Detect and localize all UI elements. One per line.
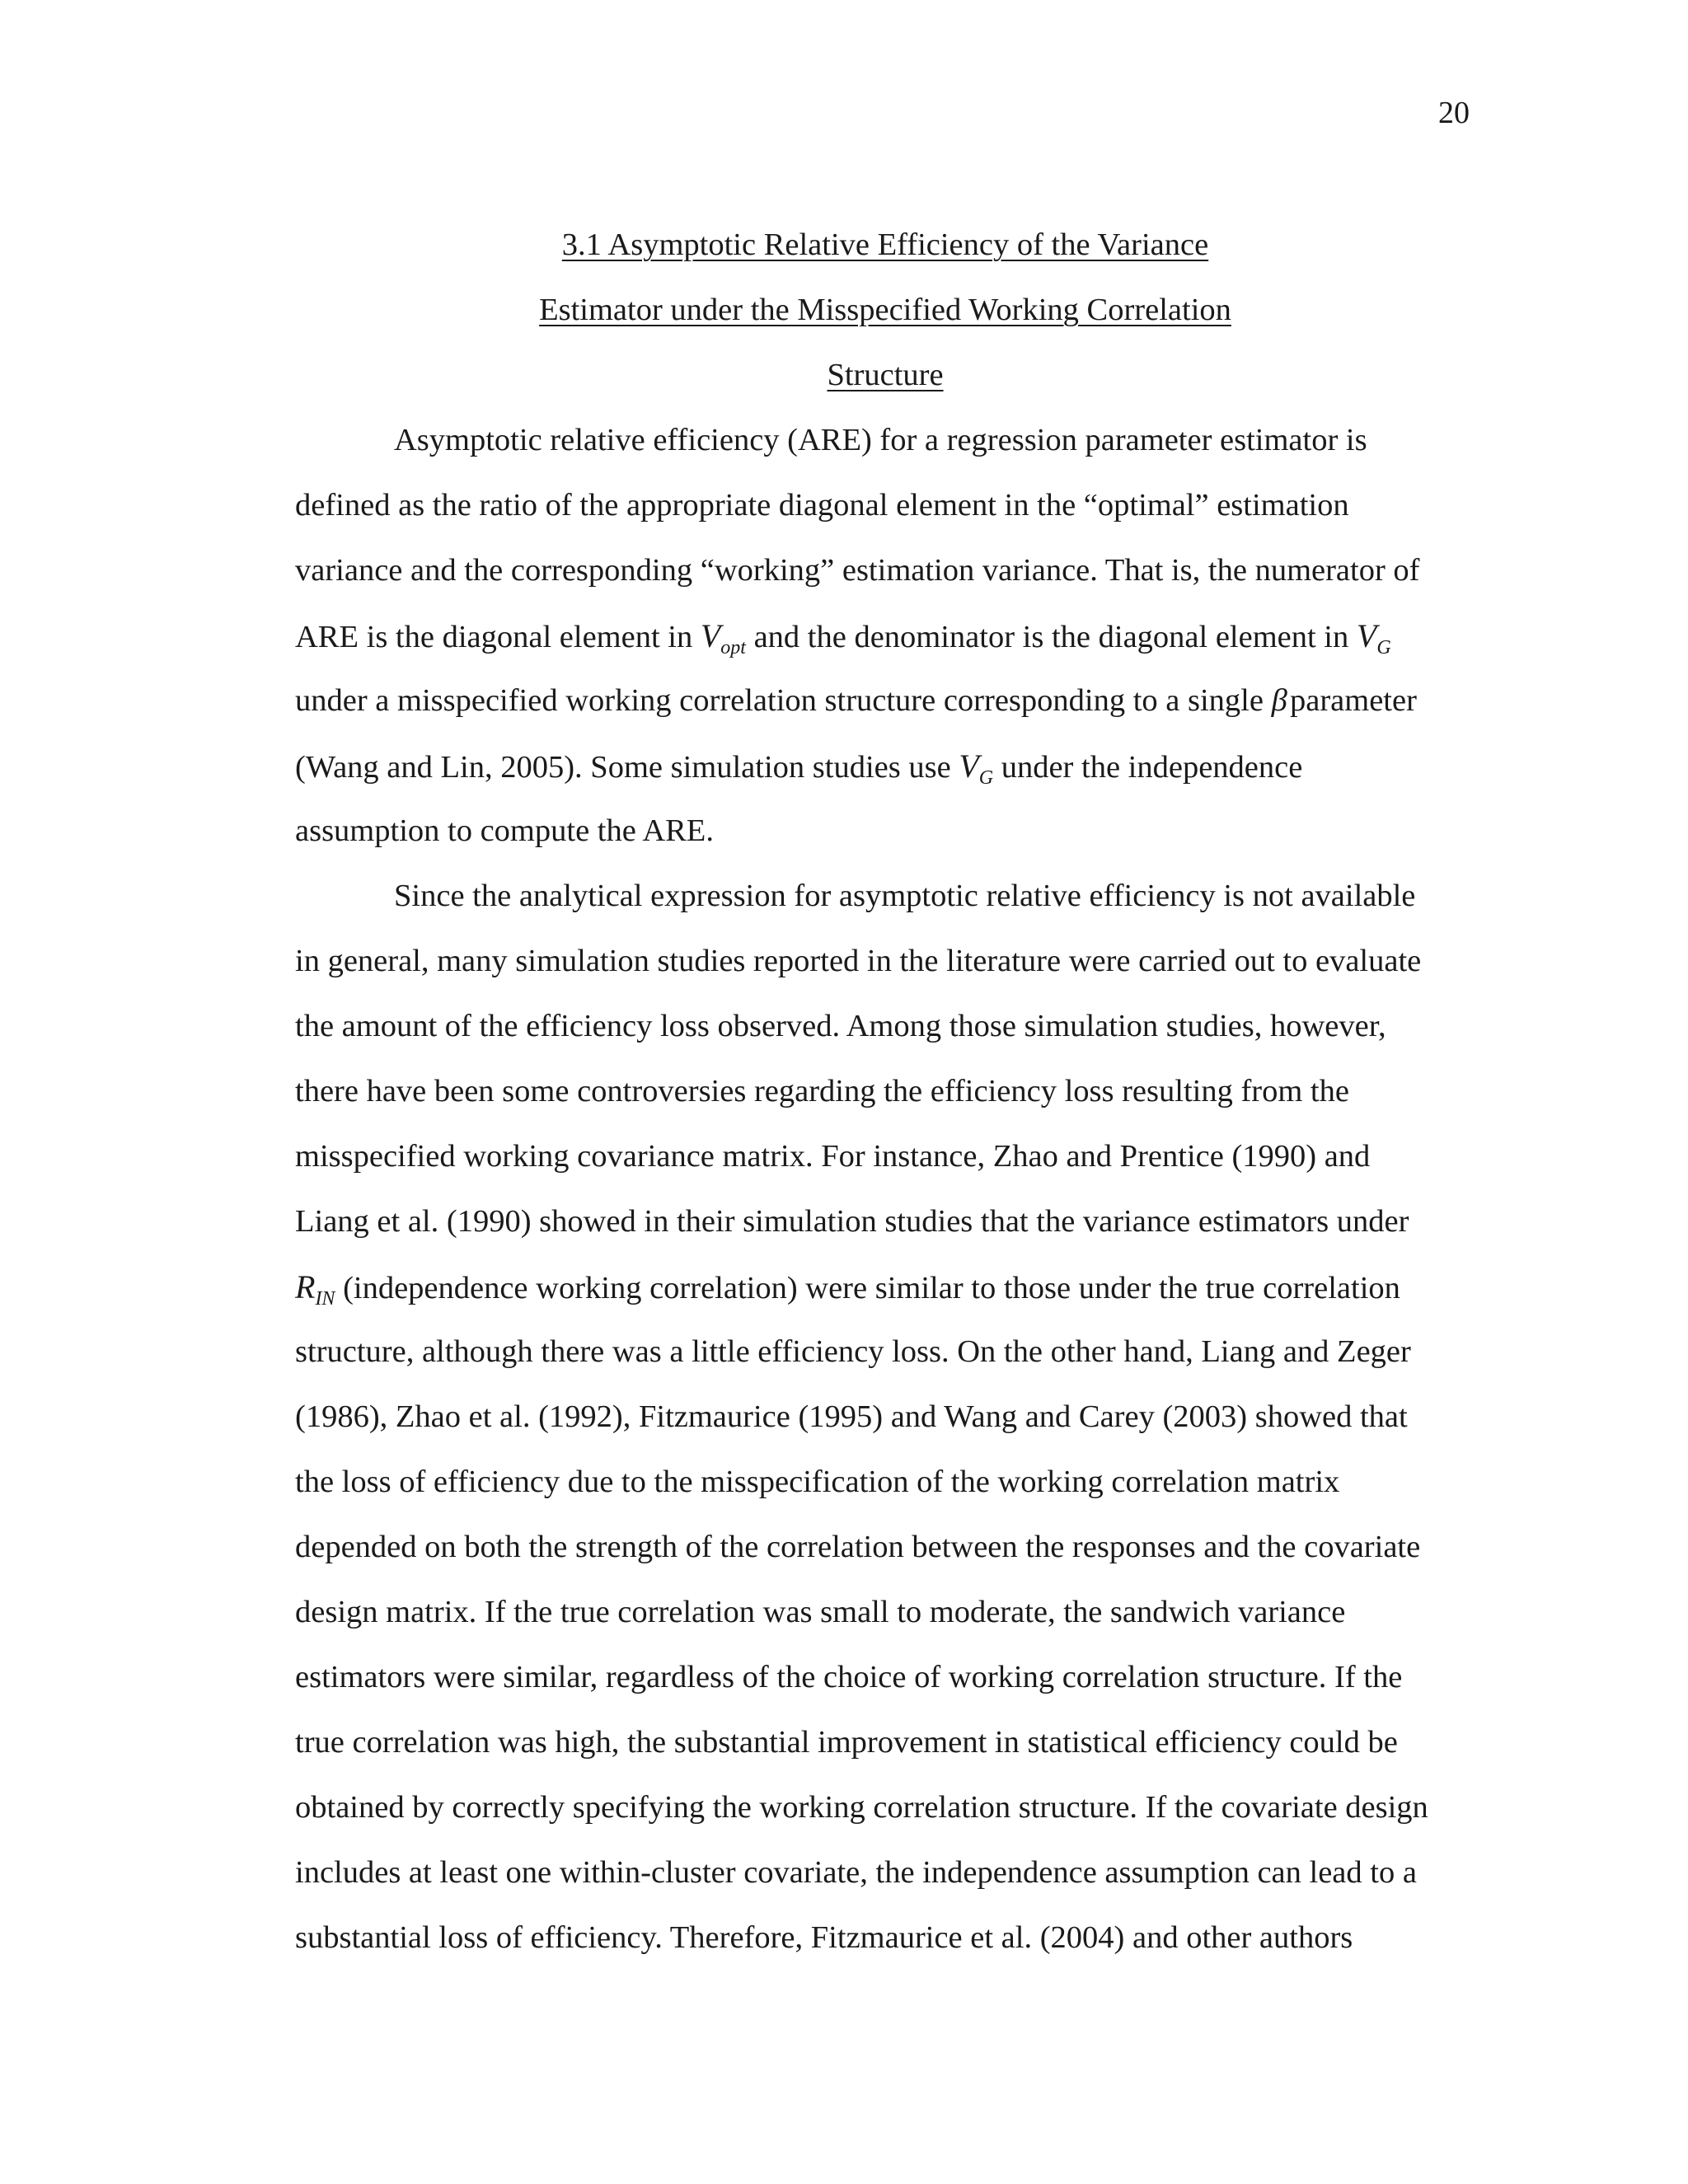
text-segment: ARE is the diagonal element in [295,620,701,654]
text-line [295,733,1475,799]
text-line: includes at least one within-cluster covariate, the independence assumption can lead to a [295,1855,1417,1890]
text-line: there have been some controversies regarding the efficiency loss resulting from the [295,1074,1349,1108]
text-line: variance and the corresponding “working” estimation variance. That is, the numerator of [295,553,1420,588]
text-line: Since the analytical expression for asymptotic relative efficiency is not available [394,879,1416,913]
text-line: structure, although there was a little efficiency loss. On the other hand, Liang and Zeger [295,1334,1411,1369]
text-segment: under a misspecified working correlation structure corresponding to a single [295,683,1272,718]
page-number: 20 [1438,96,1470,130]
text-line [295,668,1475,733]
math-v-g: $V_G$ [959,748,994,789]
math-v-g: $V_G$ [1356,617,1391,658]
text-segment: under the independence [993,750,1303,785]
math-r-in: $R_{IN}$ [295,1268,335,1310]
text-segment: parameter [1290,683,1417,718]
text-line: defined as the ratio of the appropriate diagonal element in the “optimal” estimation [295,488,1349,523]
text-line: Liang et al. (1990) showed in their simulation studies that the variance estimators under [295,1204,1409,1239]
section-heading-line-1: 3.1 Asymptotic Relative Efficiency of the Variance [561,227,1209,262]
text-line [295,1254,1475,1319]
text-line: true correlation was high, the substantial improvement in statistical efficiency could be [295,1725,1398,1760]
section-heading-line-3: Structure [827,358,944,392]
math-v-opt: $V_{opt}$ [700,617,746,658]
section-heading [295,213,1475,408]
paragraph-1 [295,408,1475,864]
text-line: in general, many simulation studies reported in the literature were carried out to evaluate [295,944,1422,978]
text-segment: (independence working correlation) were similar to those under the true correlation [335,1271,1400,1305]
page-body [295,213,1475,1971]
text-segment: (Wang and Lin, 2005). Some simulation studies use [295,750,959,785]
math-beta: β [1271,683,1287,718]
text-line: misspecified working covariance matrix. For instance, Zhao and Prentice (1990) and [295,1139,1371,1174]
text-segment: and the denominator is the diagonal element in [745,620,1357,654]
text-line: design matrix. If the true correlation was small to moderate, the sandwich variance [295,1595,1346,1629]
text-line: Asymptotic relative efficiency (ARE) for a regression parameter estimator is [394,423,1367,457]
text-line: depended on both the strength of the correlation between the responses and the covariate [295,1530,1421,1564]
text-line [295,603,1475,668]
text-line: obtained by correctly specifying the working correlation structure. If the covariate design [295,1790,1428,1825]
section-heading-line-2: Estimator under the Misspecified Working Correlation [539,293,1231,327]
paragraph-2 [295,864,1475,1971]
text-line: assumption to compute the ARE. [295,813,714,848]
text-line: substantial loss of efficiency. Therefore, Fitzmaurice et al. (2004) and other authors [295,1920,1353,1955]
text-line: (1986), Zhao et al. (1992), Fitzmaurice (1995) and Wang and Carey (2003) showed that [295,1399,1408,1434]
text-line: the amount of the efficiency loss observed. Among those simulation studies, however, [295,1009,1386,1043]
text-line: the loss of efficiency due to the misspecification of the working correlation matrix [295,1465,1340,1499]
text-line: estimators were similar, regardless of the choice of working correlation structure. If the [295,1660,1403,1694]
